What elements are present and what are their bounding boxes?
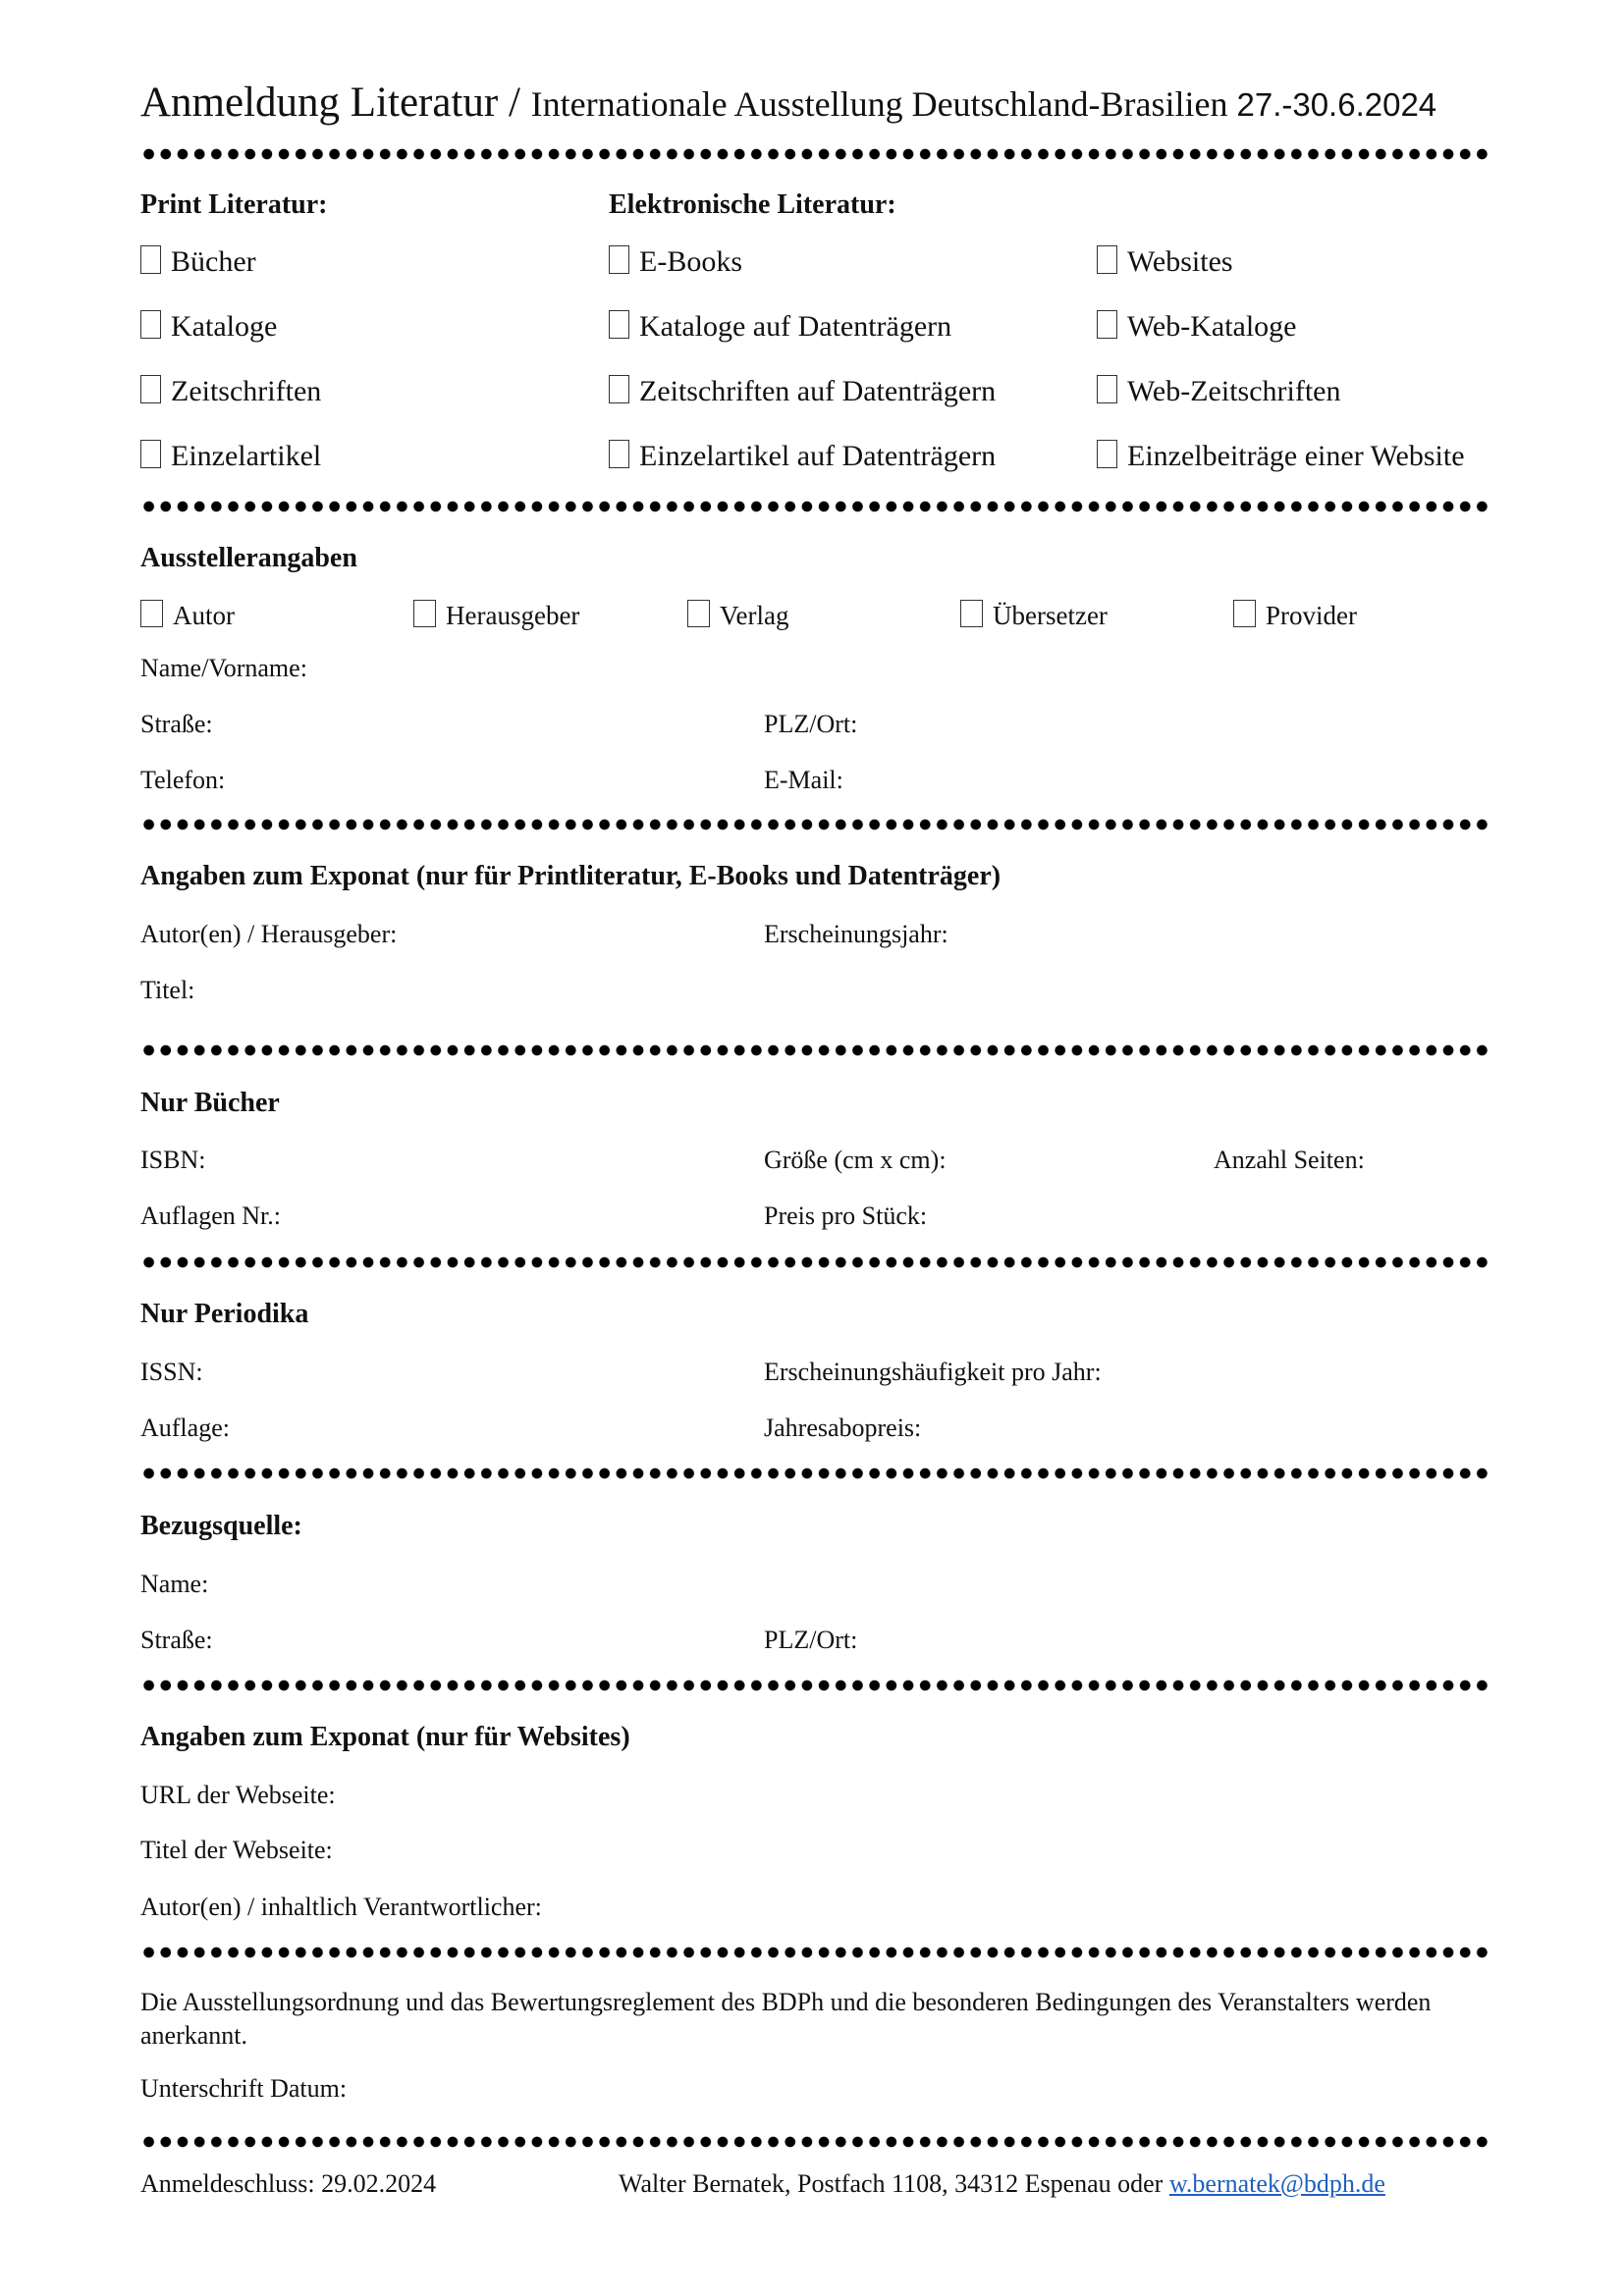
email-link[interactable]: w.bernatek@bdph.de bbox=[1168, 2169, 1385, 2198]
books-price-label: Preis pro Stück: bbox=[764, 1201, 928, 1230]
checkbox-square-icon[interactable] bbox=[1097, 310, 1117, 339]
exhibit-title-label: Titel: bbox=[140, 976, 195, 1004]
source-heading: Bezugsquelle: bbox=[140, 1511, 302, 1541]
checkbox-square-icon[interactable] bbox=[413, 600, 436, 627]
dotted-divider bbox=[140, 1679, 1492, 1692]
footer-address-text: Walter Bernatek, Postfach 1108, 34312 Espenau oder bbox=[619, 2169, 1169, 2198]
checkbox-square-icon[interactable] bbox=[140, 245, 161, 274]
dotted-divider bbox=[140, 1467, 1492, 1480]
checkbox-square-icon[interactable] bbox=[140, 375, 161, 403]
periodicals-issn-label: ISSN: bbox=[140, 1358, 203, 1386]
checkbox-provider[interactable]: Provider bbox=[1233, 598, 1357, 633]
checkbox-websites[interactable]: Websites bbox=[1097, 244, 1233, 280]
checkbox-e-books[interactable]: E-Books bbox=[609, 244, 742, 280]
checkbox-square-icon[interactable] bbox=[140, 440, 161, 468]
exhibitor-phone-label: Telefon: bbox=[140, 766, 226, 794]
checkbox-square-icon[interactable] bbox=[960, 600, 983, 627]
page-title bbox=[140, 77, 1436, 132]
checkbox-square-icon[interactable] bbox=[687, 600, 710, 627]
dotted-divider bbox=[140, 1255, 1492, 1269]
checkbox-kataloge-datentraeger[interactable]: Kataloge auf Datenträgern bbox=[609, 309, 951, 345]
periodicals-heading: Nur Periodika bbox=[140, 1299, 309, 1329]
exhibit-heading: Angaben zum Exponat (nur für Printliteratur, E-Books und Datenträger) bbox=[140, 861, 1001, 891]
checkbox-square-icon[interactable] bbox=[140, 600, 163, 627]
checkbox-herausgeber[interactable]: Herausgeber bbox=[413, 598, 579, 633]
dotted-divider bbox=[140, 818, 1492, 831]
exhibitor-email-label: E-Mail: bbox=[764, 766, 843, 794]
source-plz-label: PLZ/Ort: bbox=[764, 1626, 858, 1654]
electronic-literature-heading: Elektronische Literatur: bbox=[609, 189, 896, 220]
websites-title-label: Titel der Webseite: bbox=[140, 1836, 333, 1864]
title-sub: Internationale Ausstellung Deutschland-Brasilien bbox=[530, 84, 1237, 124]
title-date: 27.-30.6.2024 bbox=[1236, 86, 1437, 123]
dotted-divider bbox=[140, 1043, 1492, 1057]
websites-heading: Angaben zum Exponat (nur für Websites) bbox=[140, 1722, 630, 1752]
checkbox-einzelartikel-datentraeger[interactable]: Einzelartikel auf Datenträgern bbox=[609, 439, 996, 474]
source-street-label: Straße: bbox=[140, 1626, 213, 1654]
exhibit-authors-label: Autor(en) / Herausgeber: bbox=[140, 920, 398, 948]
exhibitor-street-label: Straße: bbox=[140, 710, 213, 738]
checkbox-einzelbeitraege-website[interactable]: Einzelbeiträge einer Website bbox=[1097, 439, 1465, 474]
checkbox-square-icon[interactable] bbox=[1097, 245, 1117, 274]
checkbox-square-icon[interactable] bbox=[140, 310, 161, 339]
source-name-label: Name: bbox=[140, 1570, 209, 1598]
periodicals-subscription-label: Jahresabopreis: bbox=[764, 1414, 922, 1442]
dotted-divider bbox=[140, 500, 1492, 513]
checkbox-square-icon[interactable] bbox=[609, 245, 629, 274]
checkbox-web-zeitschriften[interactable]: Web-Zeitschriften bbox=[1097, 374, 1341, 409]
websites-url-label: URL der Webseite: bbox=[140, 1781, 336, 1809]
books-size-label: Größe (cm x cm): bbox=[764, 1146, 947, 1174]
checkbox-square-icon[interactable] bbox=[1233, 600, 1256, 627]
signature-date-label: Unterschrift Datum: bbox=[140, 2074, 348, 2103]
title-separator: / bbox=[498, 80, 531, 126]
checkbox-zeitschriften[interactable]: Zeitschriften bbox=[140, 374, 321, 409]
books-edition-label: Auflagen Nr.: bbox=[140, 1201, 281, 1230]
checkbox-square-icon[interactable] bbox=[609, 310, 629, 339]
checkbox-buecher[interactable]: Bücher bbox=[140, 244, 256, 280]
print-literature-heading: Print Literatur: bbox=[140, 189, 328, 220]
checkbox-autor[interactable]: Autor bbox=[140, 598, 235, 633]
exhibit-year-label: Erscheinungsjahr: bbox=[764, 920, 948, 948]
checkbox-square-icon[interactable] bbox=[609, 440, 629, 468]
dotted-divider bbox=[140, 1946, 1492, 1959]
title-main: Anmeldung Literatur bbox=[140, 80, 499, 126]
exhibitor-plz-label: PLZ/Ort: bbox=[764, 710, 858, 738]
checkbox-kataloge[interactable]: Kataloge bbox=[140, 309, 277, 345]
footer-address bbox=[619, 2168, 1385, 2200]
checkbox-web-kataloge[interactable]: Web-Kataloge bbox=[1097, 309, 1297, 345]
books-heading: Nur Bücher bbox=[140, 1088, 280, 1118]
websites-responsible-label: Autor(en) / inhaltlich Verantwortlicher: bbox=[140, 1893, 542, 1921]
periodicals-circulation-label: Auflage: bbox=[140, 1414, 230, 1442]
checkbox-square-icon[interactable] bbox=[609, 375, 629, 403]
exhibitor-name-label: Name/Vorname: bbox=[140, 654, 307, 682]
checkbox-uebersetzer[interactable]: Übersetzer bbox=[960, 598, 1108, 633]
checkbox-verlag[interactable]: Verlag bbox=[687, 598, 788, 633]
books-pages-label: Anzahl Seiten: bbox=[1214, 1146, 1365, 1174]
agreement-text: Die Ausstellungsordnung und das Bewertungsreglement des BDPh und die besonderen Bedingungen des Veranstalters werden anerkannt. bbox=[140, 1988, 1432, 2050]
checkbox-square-icon[interactable] bbox=[1097, 440, 1117, 468]
dotted-divider bbox=[140, 147, 1492, 161]
exhibitor-heading: Ausstellerangaben bbox=[140, 543, 357, 573]
checkbox-einzelartikel[interactable]: Einzelartikel bbox=[140, 439, 321, 474]
dotted-divider bbox=[140, 2135, 1492, 2149]
books-isbn-label: ISBN: bbox=[140, 1146, 206, 1174]
deadline-text: Anmeldeschluss: 29.02.2024 bbox=[140, 2169, 437, 2198]
periodicals-frequency-label: Erscheinungshäufigkeit pro Jahr: bbox=[764, 1358, 1102, 1386]
checkbox-square-icon[interactable] bbox=[1097, 375, 1117, 403]
checkbox-zeitschriften-datentraeger[interactable]: Zeitschriften auf Datenträgern bbox=[609, 374, 996, 409]
